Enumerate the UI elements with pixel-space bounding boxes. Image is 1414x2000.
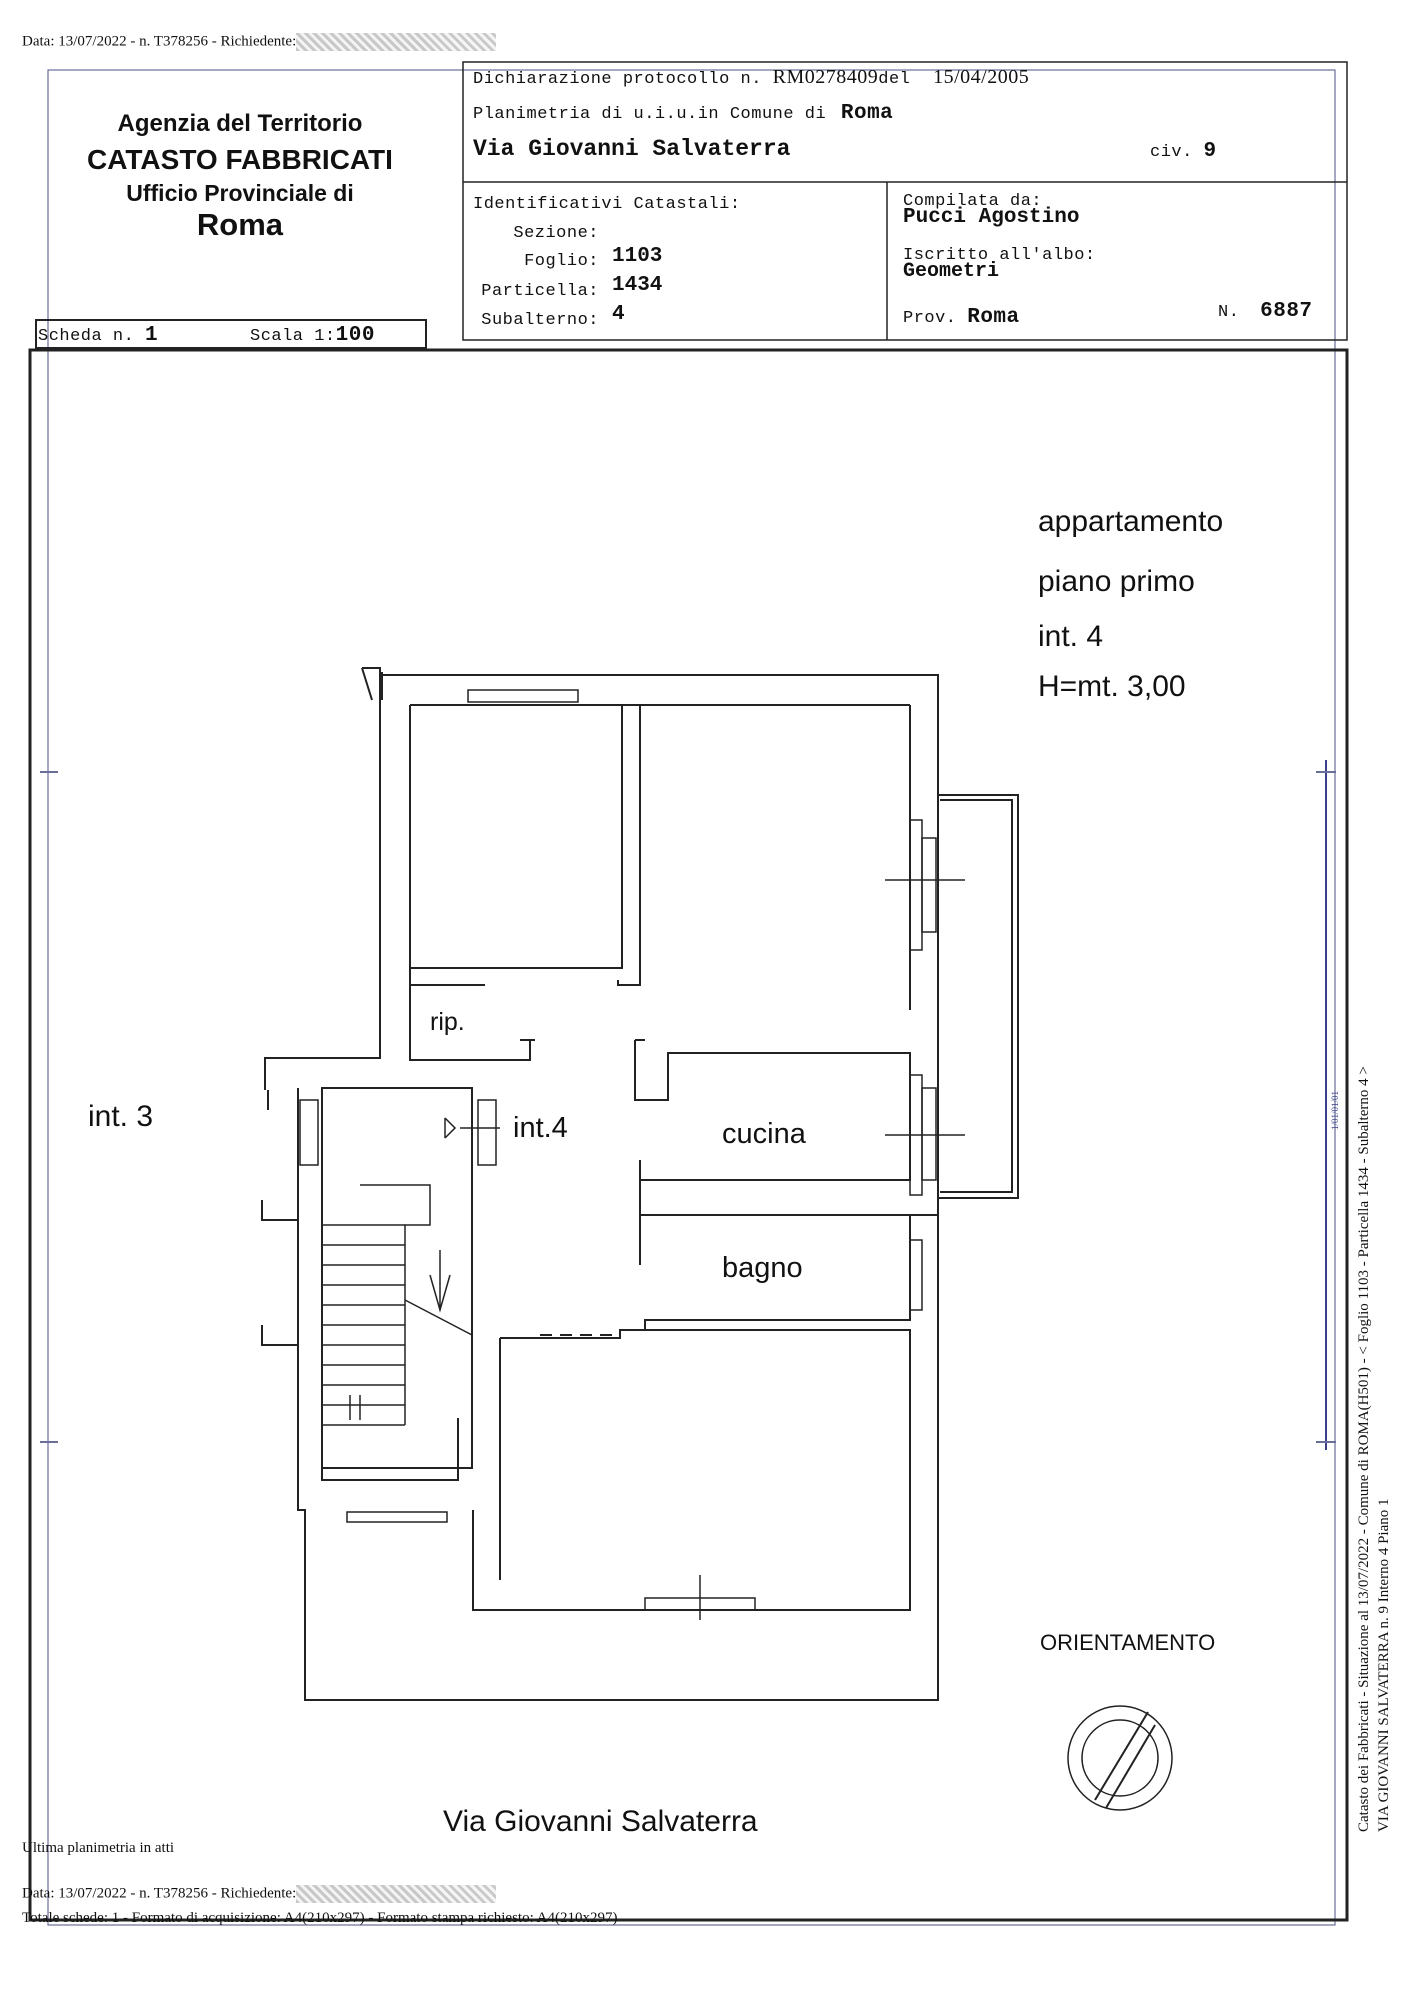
prov-line [903,306,1020,329]
foglio-label: Foglio: [524,252,599,271]
ceiling-height: H=mt. 3,00 [1038,670,1186,703]
scala-value: 100 [335,324,375,347]
agency-block [60,110,420,243]
civ-label: civ. [1150,143,1193,162]
scala-wrap [250,324,375,347]
sezione-label: Sezione: [513,224,599,243]
foglio-value: 1103 [612,245,663,268]
particella-value: 1434 [612,274,663,297]
room-kitchen: cucina [722,1118,806,1150]
catasto-title: CATASTO FABBRICATI [87,144,393,175]
agency-name: Agenzia del Territorio [117,110,363,137]
n-value: 6887 [1260,300,1313,323]
office-city: Roma [196,207,284,242]
compiler-label: Compilata da: [903,192,1043,211]
neighbor-label: int. 3 [88,1100,154,1133]
protocol-number: RM0278409 [772,66,879,88]
side-stamp: 1/01/01/01 [1330,1090,1340,1130]
plan-comune-line [473,102,893,125]
declaration-date: 15/04/2005 [933,66,1030,88]
compiler-name: Pucci Agostino [903,206,1080,229]
albo-label: Iscritto all'albo: [903,246,1096,265]
civ-value: 9 [1203,140,1217,163]
redacted-requester-bottom [296,1885,496,1903]
request-line-text: Data: 13/07/2022 - n. T378256 - Richiedente: [22,33,297,50]
plan-label: Planimetria di u.i.u.in Comune di [473,105,827,124]
albo-number [1218,300,1313,323]
comune-value: Roma [840,102,894,125]
interior-number: int. 4 [1038,620,1104,653]
last-plan-note: Ultima planimetria in atti [22,1840,175,1856]
del-label: del [878,70,911,89]
floor-level: piano primo [1038,565,1195,598]
particella-label: Particella: [481,282,599,301]
room-entry: int.4 [513,1112,568,1144]
civic-number [1150,140,1217,163]
prov-value: Roma [967,306,1020,329]
request-line-top [22,33,496,51]
room-rip: rip. [430,1008,465,1036]
identifiers-title: Identificativi Catastali: [473,195,741,214]
scheda-label-wrap [38,324,158,347]
room-bath: bagno [722,1252,803,1284]
declaration-line [473,66,1029,89]
unit-type: appartamento [1038,505,1224,538]
n-label: N. [1218,303,1240,322]
orientation-label: ORIENTAMENTO [1040,1630,1216,1655]
redacted-requester [296,33,496,51]
street-label: Via Giovanni Salvaterra [443,1805,758,1838]
request-line-bottom [22,1885,496,1903]
scheda-label: Scheda n. [38,327,135,346]
subalterno-label: Subalterno: [481,311,599,330]
scheda-value: 1 [145,324,159,347]
side-address-line: VIA GIOVANNI SALVATERRA n. 9 Interno 4 Piano 1 [1376,1498,1392,1832]
albo-value: Geometri [903,260,1000,283]
office-label: Ufficio Provinciale di [126,180,354,206]
street-header: Via Giovanni Salvaterra [473,136,791,162]
sheets-total: Totale schede: 1 - Formato di acquisizione: A4(210x297) - Formato stampa richiesto: A4(210x297) [22,1910,618,1926]
subalterno-value: 4 [612,303,625,326]
side-cadastral-line: Catasto dei Fabbricati - Situazione al 13/07/2022 - Comune di ROMA(H501) - < Foglio 1103 - Particella 1434 - Subalterno 4 > [1356,1066,1372,1832]
declaration-label: Dichiarazione protocollo n. [473,70,762,89]
request-line-bottom-text: Data: 13/07/2022 - n. T378256 - Richiedente: [22,1885,297,1902]
prov-label: Prov. [903,309,957,328]
scala-label: Scala 1: [250,327,336,346]
